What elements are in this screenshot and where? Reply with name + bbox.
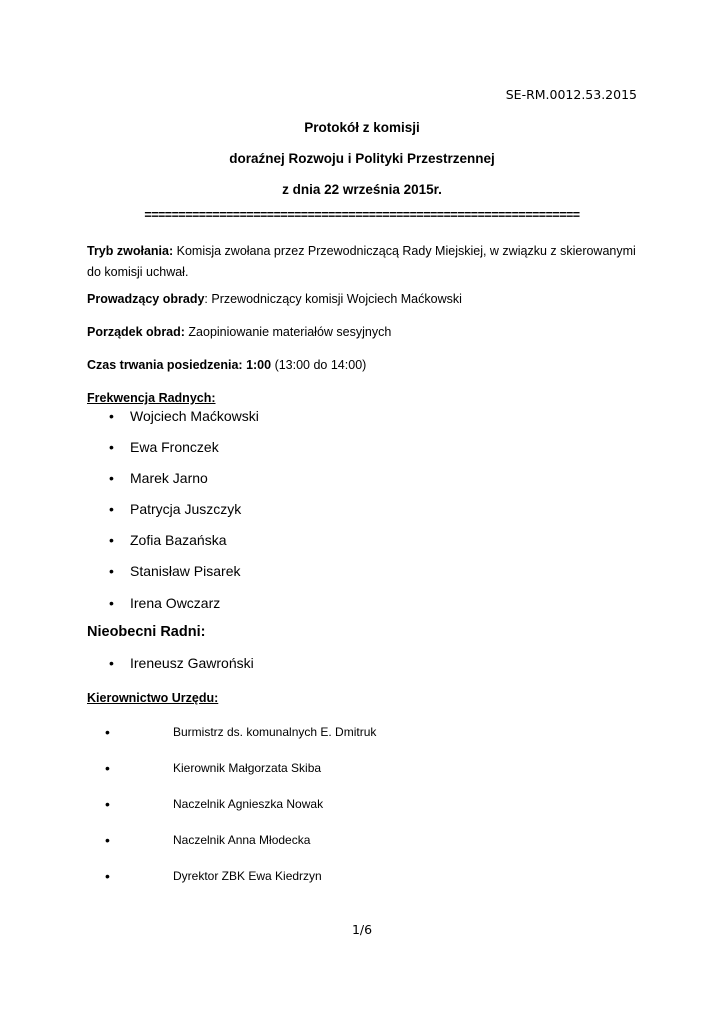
separator-line: ================================================================ (144, 208, 580, 222)
czas-label: Czas trwania posiedzenia: 1:00 (87, 358, 272, 372)
bullet-icon: • (109, 408, 114, 424)
bullet-icon: • (109, 439, 114, 455)
porzadek-label: Porządek obrad: (87, 325, 185, 339)
bullet-icon: • (105, 724, 110, 740)
czas-value: (13:00 do 14:00) (271, 358, 367, 372)
prowadzacy-value: : Przewodniczący komisji Wojciech Maćkowski (204, 292, 462, 306)
bullet-icon: • (105, 832, 110, 848)
czas-paragraph (87, 355, 647, 376)
bullet-icon: • (109, 532, 114, 548)
tryb-value: Komisja zwołana przez Przewodniczącą Rady Miejskiej, w związku z skierowanymi do komisji uchwał. (87, 244, 636, 279)
document-reference: SE-RM.0012.53.2015 (505, 87, 637, 102)
kierownictwo-heading: Kierownictwo Urzędu: (87, 691, 219, 705)
prowadzacy-label: Prowadzący obrady (87, 292, 205, 306)
bullet-icon: • (105, 796, 110, 812)
bullet-icon: • (109, 501, 114, 517)
porzadek-value: Zaopiniowanie materiałów sesyjnych (184, 325, 392, 339)
document-page: SE-RM.0012.53.2015 Protokół z komisji doraźnej Rozwoju i Polityki Przestrzennej z dnia 22 września 2015r. ================================================================ Tryb zwołania: Komisja zwołana przez Przewodniczącą Rady Miejskiej, w związku z skierowanymi do komisji uchwał. Prowadzący obrady: Przewodniczący komisji Wojciech Maćkowski Porządek obrad: Zaopiniowanie materiałów sesyjnych Czas trwania posiedzenia: 1:00 (13:00 do 14:00) Frekwencja Radnych: • Wojciech Maćkowski • Ewa Fronczek • Marek Jarno • Patrycja Juszczyk • Zofia Bazańska • Stanisław Pisarek • Irena Owczarz Nieobecni Radni: • Ireneusz Gawroński Kierownictwo Urzędu: • Burmistrz ds. komunalnych E. Dmitruk • Kierownik Małgorzata Skiba • Naczelnik Agnieszka Nowak • Naczelnik Anna Młodecka • Dyrektor ZBK Ewa Kiedrzyn 1/6 (0, 0, 724, 1024)
bullet-icon: • (109, 595, 114, 611)
bullet-icon: • (109, 470, 114, 486)
bullet-icon: • (109, 563, 114, 579)
bullet-icon: • (109, 655, 114, 671)
title-line-1: Protokół z komisji (304, 120, 420, 135)
prowadzacy-paragraph (87, 289, 647, 310)
page-number: 1/6 (351, 922, 373, 937)
tryb-zwolania-paragraph (87, 241, 647, 283)
frekwencja-heading: Frekwencja Radnych: (87, 391, 216, 405)
title-line-3: z dnia 22 września 2015r. (282, 182, 442, 197)
bullet-icon: • (105, 868, 110, 884)
tryb-label: Tryb zwołania: (87, 244, 174, 258)
nieobecni-heading: Nieobecni Radni: (87, 624, 206, 640)
title-line-2: doraźnej Rozwoju i Polityki Przestrzennej (229, 151, 495, 166)
porzadek-paragraph (87, 322, 647, 343)
bullet-icon: • (105, 760, 110, 776)
